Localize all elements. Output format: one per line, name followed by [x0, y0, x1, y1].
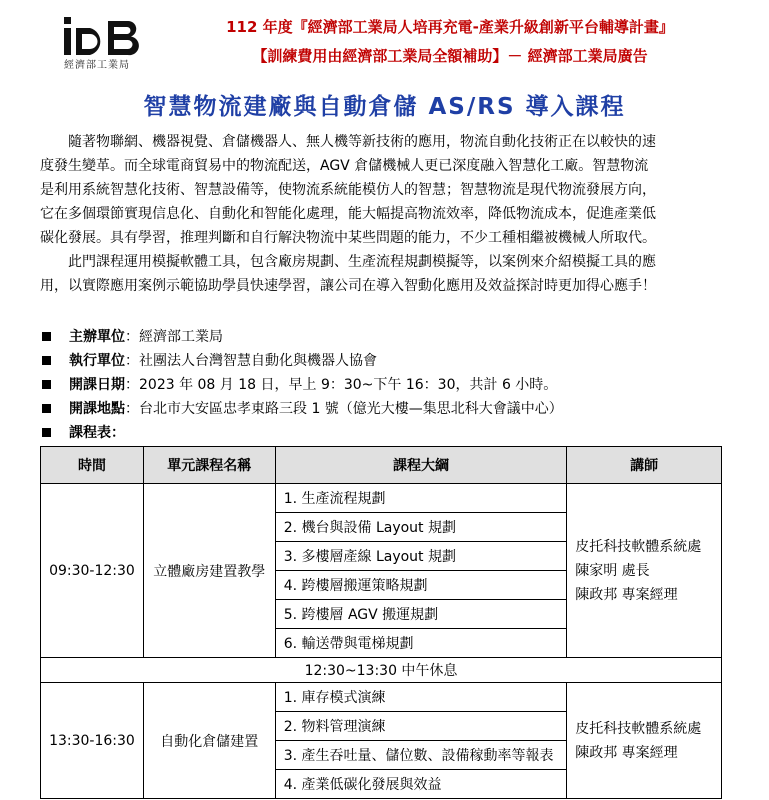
- session1-time: 09:30-12:30: [41, 484, 144, 658]
- page-title: 智慧物流建廠與自動倉儲 AS/RS 導入課程: [143, 94, 626, 120]
- outline-item: 3. 多樓層產線 Layout 規劃: [275, 542, 567, 571]
- info-value: ：經濟部工業局: [125, 329, 223, 345]
- info-schedule: [40, 421, 740, 445]
- outline-item: 1. 生產流程規劃: [275, 484, 567, 513]
- info-executor: [40, 349, 740, 373]
- info-location: [40, 397, 740, 421]
- info-label: 主辦單位: [69, 329, 125, 345]
- info-value: ：: [111, 425, 125, 441]
- intro-paragraph-2: [40, 250, 730, 298]
- outline-item: 2. 機台與設備 Layout 規劃: [275, 513, 567, 542]
- outline-item: 6. 輸送帶與電梯規劃: [275, 629, 567, 658]
- course-info-list: [40, 325, 740, 445]
- intro-paragraph-1: [40, 130, 730, 250]
- header-lecturer: 講師: [567, 447, 722, 484]
- schedule-table: [40, 446, 722, 799]
- header-line-2: 【訓練費用由經濟部工業局全額補助】－ 經濟部工業局廣告: [252, 47, 648, 65]
- paragraph-line: 它在多個環節實現信息化、自動化和智能化處理，能大幅提高物流效率，降低物流成本，促進產業低: [40, 206, 656, 222]
- lecturer-line: 皮托科技軟體系統處: [575, 720, 702, 737]
- lunch-break: 12:30~13:30 中午休息: [41, 658, 722, 683]
- lecturer-line: 陳政邦 專案經理: [575, 586, 678, 603]
- square-bullet-icon: [42, 380, 51, 389]
- table-row: [41, 484, 722, 513]
- paragraph-line: 用，以實際應用案例示範協助學員快速學習，讓公司在導入智動化應用及效益探討時更加得心應手！: [40, 278, 656, 294]
- info-label: 課程表: [69, 425, 111, 441]
- info-date: [40, 373, 740, 397]
- lecturer-line: 陳家明 處長: [575, 562, 650, 579]
- info-value: ：2023 年 08 月 18 日，早上 9：30~下午 16：30，共計 6 小時。: [125, 377, 558, 393]
- header-outline: 課程大綱: [275, 447, 567, 484]
- session2-unit: 自動化倉儲建置: [143, 683, 275, 799]
- break-row: [41, 658, 722, 683]
- table-header-row: [41, 447, 722, 484]
- header-time: 時間: [41, 447, 144, 484]
- lecturer-line: 皮托科技軟體系統處: [575, 538, 702, 555]
- square-bullet-icon: [42, 404, 51, 413]
- info-organizer: [40, 325, 740, 349]
- info-label: 開課日期: [69, 377, 125, 393]
- info-label: 執行單位: [69, 353, 125, 369]
- header-line-1: 112 年度『經濟部工業局人培再充電-產業升級創新平台輔導計畫』: [226, 18, 674, 36]
- info-value: ：社團法人台灣智慧自動化與機器人協會: [125, 353, 377, 369]
- paragraph-line: 此門課程運用模擬軟體工具，包含廠房規劃、生產流程規劃模擬等，以案例來介紹模擬工具的應: [40, 254, 656, 270]
- table-row: [41, 683, 722, 712]
- paragraph-line: 碳化發展。具有學習，推理判斷和自行解決物流中某些問題的能力，不少工種相繼被機械人所取代。: [40, 230, 656, 246]
- square-bullet-icon: [42, 356, 51, 365]
- session1-unit: 立體廠房建置教學: [143, 484, 275, 658]
- outline-item: 5. 跨樓層 AGV 搬運規劃: [275, 600, 567, 629]
- square-bullet-icon: [42, 332, 51, 341]
- outline-item: 1. 庫存模式演練: [275, 683, 567, 712]
- logo-subtitle: 經濟部工業局: [64, 60, 130, 71]
- info-value: ：台北市大安區忠孝東路三段 1 號（億光大樓—集思北科大會議中心）: [125, 401, 563, 417]
- paragraph-line: 隨著物聯網、機器視覺、倉儲機器人、無人機等新技術的應用，物流自動化技術正在以較快的速: [40, 134, 656, 150]
- square-bullet-icon: [42, 428, 51, 437]
- outline-item: 4. 跨樓層搬運策略規劃: [275, 571, 567, 600]
- outline-item: 2. 物料管理演練: [275, 712, 567, 741]
- session2-time: 13:30-16:30: [41, 683, 144, 799]
- outline-item: 4. 產業低碳化發展與效益: [275, 770, 567, 799]
- lecturer-line: 陳政邦 專案經理: [575, 744, 678, 761]
- outline-item: 3. 產生吞吐量、儲位數、設備稼動率等報表: [275, 741, 567, 770]
- session1-lecturer: [567, 484, 722, 658]
- header-unit: 單元課程名稱: [143, 447, 275, 484]
- paragraph-line: 是利用系統智慧化技術、智慧設備等，使物流系統能模仿人的智慧；智慧物流是現代物流發展方向，: [40, 182, 656, 198]
- session2-lecturer: [567, 683, 722, 799]
- info-label: 開課地點: [69, 401, 125, 417]
- paragraph-line: 度發生變革。而全球電商貿易中的物流配送，AGV 倉儲機械人更已深度融入智慧化工廠。智慧物流: [40, 158, 649, 174]
